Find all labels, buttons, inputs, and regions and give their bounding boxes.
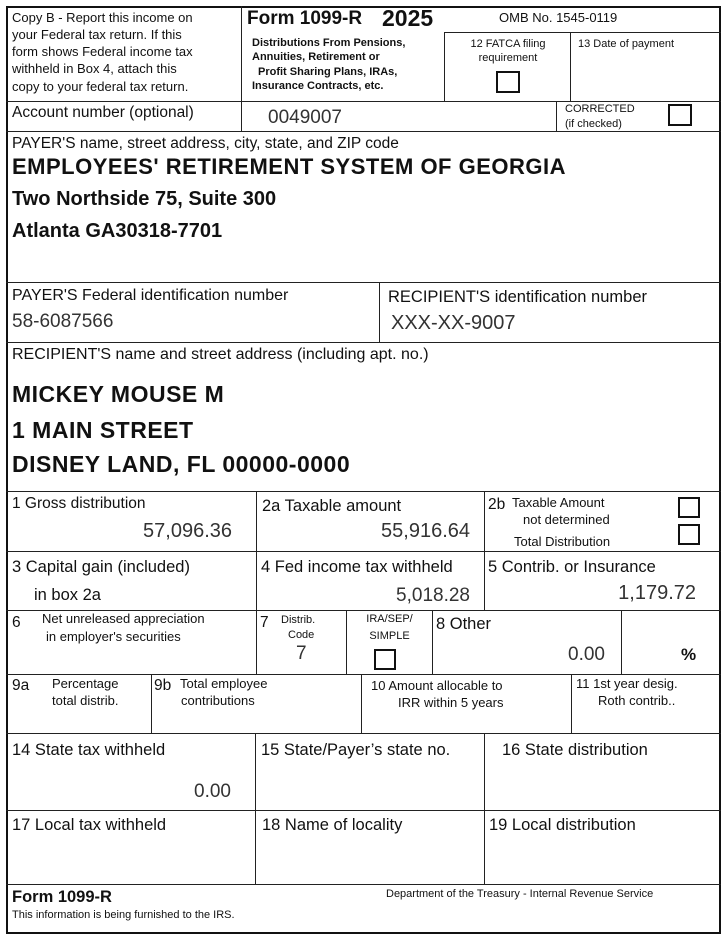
recipient-city: DISNEY LAND, FL 00000-0000: [12, 451, 351, 477]
footer-department: Department of the Treasury - Internal Revenue Service: [386, 888, 654, 900]
rule: [6, 884, 721, 885]
box2b-not-determined-label: not determined: [523, 512, 610, 527]
box10-label: 10 Amount allocable to: [371, 678, 503, 693]
box1-label: 1 Gross distribution: [12, 495, 146, 512]
divider: [570, 32, 571, 101]
divider: [484, 733, 485, 884]
rule: [6, 342, 721, 343]
total-distribution-checkbox[interactable]: [678, 524, 700, 545]
box2b-total-label: Total Distribution: [514, 534, 611, 549]
box9b-number: 9b: [154, 677, 172, 694]
fatca-label: requirement: [478, 52, 538, 64]
payer-address-label: PAYER'S name, street address, city, state, and ZIP code: [12, 135, 399, 152]
box7-number: 7: [260, 614, 269, 631]
box7-label: Distrib.: [281, 614, 316, 626]
date-of-payment-label: 13 Date of payment: [578, 38, 675, 50]
divider: [361, 674, 362, 733]
rule: [6, 282, 721, 283]
box6-label: Net unreleased appreciation: [42, 611, 205, 626]
form-desc-line: Distributions From Pensions,: [252, 37, 406, 49]
box4-value: 5,018.28: [396, 585, 470, 606]
divider: [256, 610, 257, 674]
box14-value: 0.00: [194, 781, 231, 802]
footer-form-name: Form 1099-R: [12, 888, 112, 906]
ira-sep-simple-label: IRA/SEP/: [366, 613, 413, 625]
box15-label: 15 State/Payer’s state no.: [261, 741, 451, 759]
divider: [256, 491, 257, 610]
copy-note-line: form shows Federal income tax: [12, 44, 193, 59]
copy-note-line: your Federal tax return. If this: [12, 27, 182, 42]
fatca-checkbox[interactable]: [496, 71, 520, 93]
payer-city: Atlanta GA30318-7701: [12, 220, 223, 242]
box3-label-line2: in box 2a: [34, 586, 101, 604]
rule: [6, 101, 721, 102]
form-desc-line: Profit Sharing Plans, IRAs,: [258, 66, 398, 78]
box6-number: 6: [12, 614, 21, 631]
rule: [6, 733, 721, 734]
rule: [6, 131, 721, 132]
box5-label: 5 Contrib. or Insurance: [488, 558, 656, 576]
ira-sep-simple-checkbox[interactable]: [374, 649, 396, 670]
form-desc-line: Annuities, Retirement or: [252, 51, 380, 63]
ira-sep-simple-label: SIMPLE: [369, 630, 410, 642]
payer-tin-value: 58-6087566: [12, 311, 114, 332]
box9a-label: total distrib.: [52, 693, 119, 708]
divider: [255, 733, 256, 884]
recipient-address-label: RECIPIENT'S name and street address (including apt. no.): [12, 346, 429, 363]
box8-value: 0.00: [568, 644, 605, 665]
box11-label: Roth contrib..: [598, 693, 676, 708]
form-year: 2025: [382, 5, 434, 31]
corrected-checkbox[interactable]: [668, 104, 692, 126]
box17-label: 17 Local tax withheld: [12, 816, 167, 834]
box11-label: 11 1st year desig.: [576, 676, 678, 691]
box7-distribution-code: 7: [296, 643, 307, 664]
divider: [571, 674, 572, 733]
recipient-name: MICKEY MOUSE M: [12, 381, 225, 407]
copy-note-line: withheld in Box 4, attach this: [12, 61, 177, 76]
account-number-label: Account number (optional): [12, 104, 194, 121]
box5-value: 1,179.72: [618, 582, 696, 604]
box9b-label: contributions: [181, 693, 255, 708]
rule: [6, 491, 721, 492]
box6-label: in employer's securities: [46, 629, 181, 644]
recipient-tin-value: XXX-XX-9007: [391, 312, 516, 334]
omb-number: OMB No. 1545-0119: [499, 10, 618, 25]
copy-note-line: copy to your federal tax return.: [12, 79, 189, 94]
box7-label: Code: [288, 629, 315, 641]
divider: [556, 101, 557, 131]
form-title: Form 1099-R: [247, 8, 363, 29]
recipient-tin-label: RECIPIENT'S identification number: [388, 288, 648, 306]
box18-label: 18 Name of locality: [262, 816, 403, 834]
box9b-label: Total employee: [180, 676, 268, 691]
box2a-label: 2a Taxable amount: [262, 497, 402, 515]
form-desc-line: Insurance Contracts, etc.: [252, 80, 384, 92]
divider: [151, 674, 152, 733]
box3-label: 3 Capital gain (included): [12, 558, 190, 576]
box16-label: 16 State distribution: [502, 741, 648, 759]
box9a-number: 9a: [12, 677, 30, 694]
recipient-street: 1 MAIN STREET: [12, 417, 194, 443]
payer-tin-label: PAYER'S Federal identification number: [12, 287, 289, 304]
box10-label: IRR within 5 years: [398, 695, 504, 710]
payer-name: EMPLOYEES' RETIREMENT SYSTEM OF GEORGIA: [12, 154, 567, 179]
box9a-label: Percentage: [52, 676, 119, 691]
box1-value: 57,096.36: [143, 520, 232, 542]
rule: [444, 32, 721, 33]
corrected-sub-label: (if checked): [565, 118, 622, 130]
footer-note: This information is being furnished to the IRS.: [12, 909, 235, 921]
box2a-value: 55,916.64: [381, 520, 470, 542]
divider: [432, 610, 433, 674]
divider: [484, 491, 485, 610]
rule: [6, 810, 721, 811]
rule: [6, 674, 721, 675]
box14-label: 14 State tax withheld: [12, 741, 166, 759]
account-number-value: 0049007: [268, 107, 342, 128]
box8-label: 8 Other: [436, 615, 492, 633]
box8-percent-sign: %: [681, 645, 697, 664]
taxable-not-determined-checkbox[interactable]: [678, 497, 700, 518]
copy-note-line: Copy B - Report this income on: [12, 10, 193, 25]
box2b-label: 2b: [488, 496, 506, 513]
box4-label: 4 Fed income tax withheld: [261, 558, 453, 576]
divider: [444, 32, 445, 101]
corrected-label: CORRECTED: [565, 103, 635, 115]
divider: [379, 282, 380, 342]
payer-street: Two Northside 75, Suite 300: [12, 188, 277, 210]
divider: [241, 6, 242, 131]
fatca-label: 12 FATCA filing: [470, 38, 546, 50]
divider: [621, 610, 622, 674]
box19-label: 19 Local distribution: [489, 816, 636, 834]
box2b-taxable-label: Taxable Amount: [512, 495, 605, 510]
rule: [6, 551, 721, 552]
